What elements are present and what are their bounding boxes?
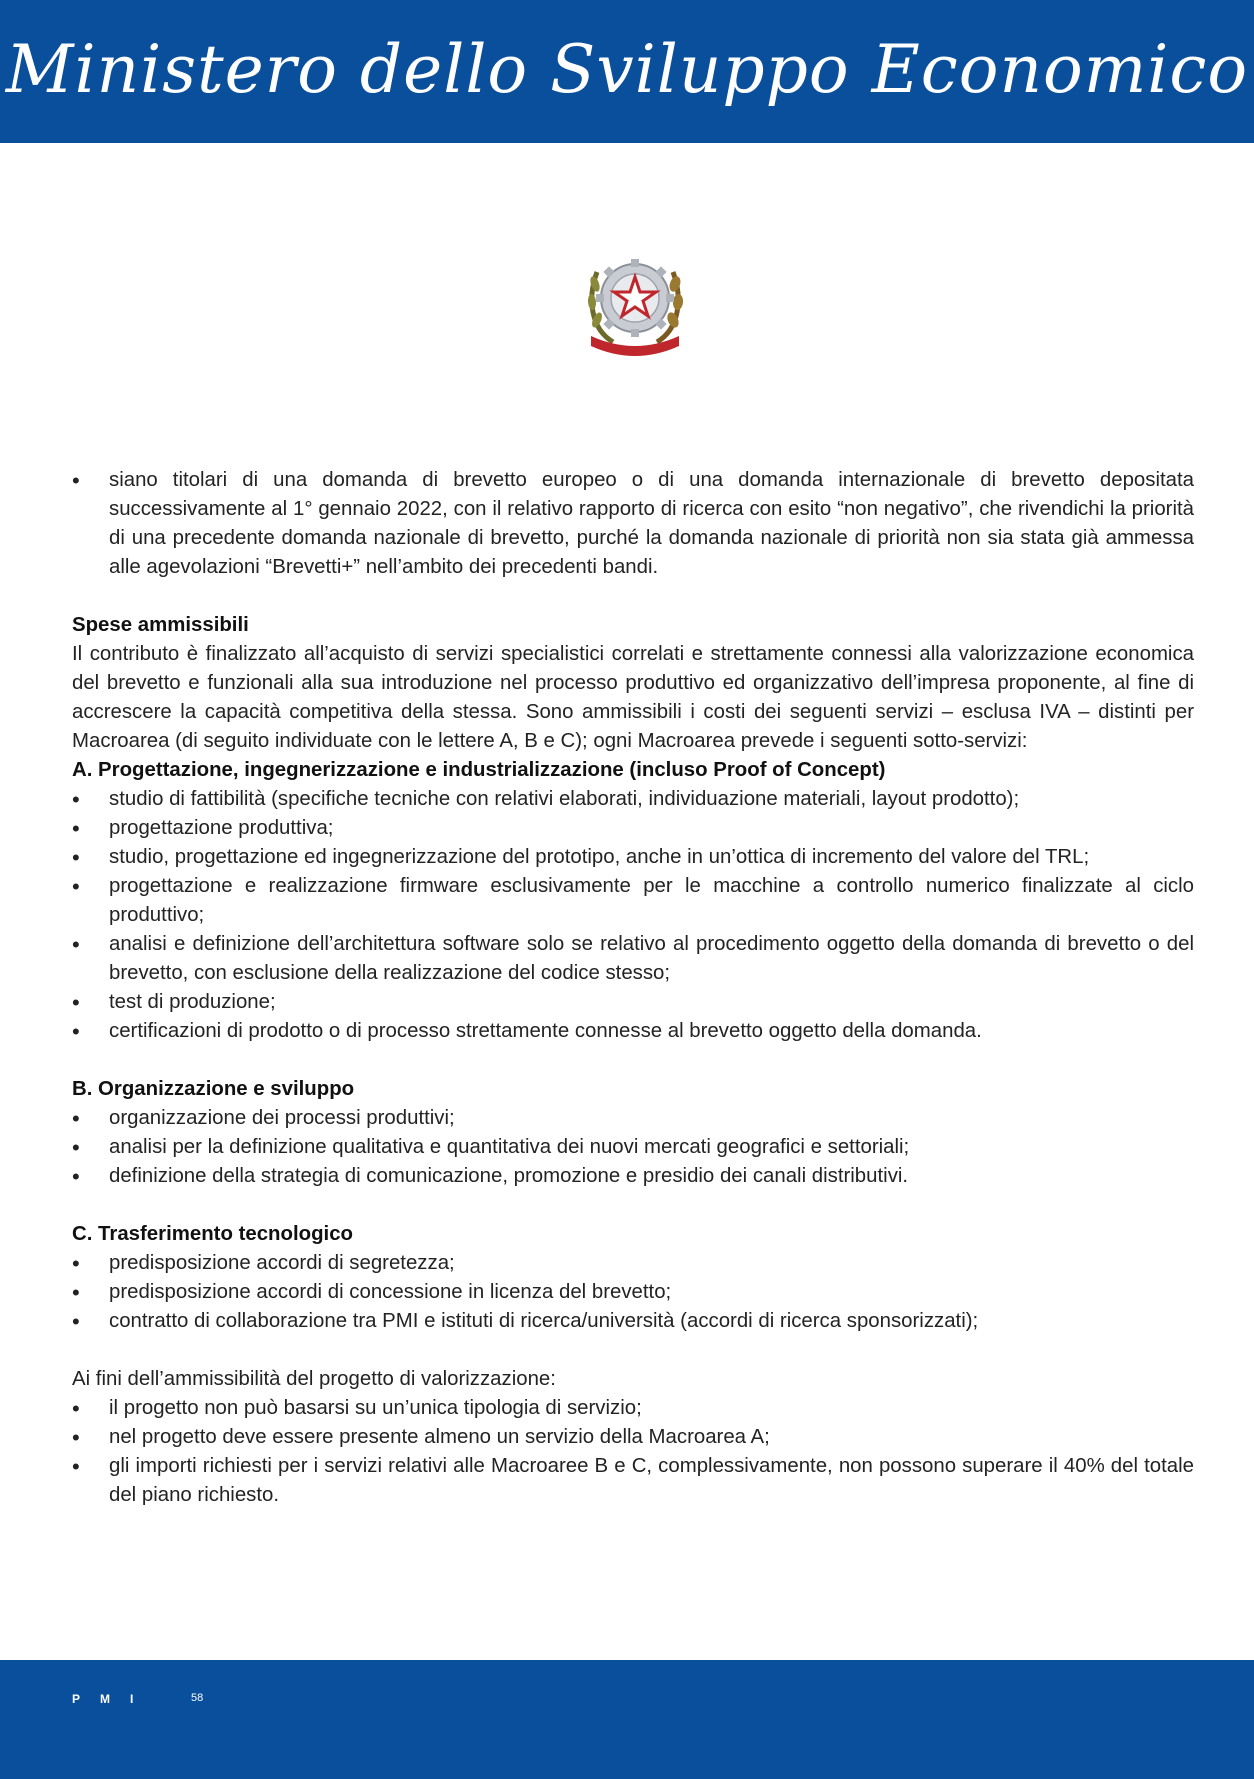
document-body bbox=[72, 466, 1194, 1510]
spese-paragraph: Il contributo è finalizzato all’acquisto di servizi specialistici correlati e strettamente connessi alla valorizzazione economica del brevetto e funzionali alla sua introduzione nel processo produttivo ed organizzativo dell’impresa proponente, al fine di accrescere la capacità competitiva della stessa. Sono ammissibili i costi dei seguenti servizi – esclusa IVA – distinti per Macroarea (di seguito individuate con le lettere A, B e C); ogni Macroarea prevede i seguenti sotto-servizi: bbox=[72, 643, 1194, 752]
list-item: • progettazione produttiva; bbox=[72, 814, 1194, 843]
list-item: • contratto di collaborazione tra PMI e istituti di ricerca/università (accordi di ricerca sponsorizzati); bbox=[72, 1307, 1194, 1336]
list-item: • predisposizione accordi di concessione in licenza del brevetto; bbox=[72, 1278, 1194, 1307]
ammissibilita-list bbox=[72, 1394, 1194, 1510]
list-item: • siano titolari di una domanda di brevetto europeo o di una domanda internazionale di brevetto depositata successivamente al 1° gennaio 2022, con il relativo rapporto di ricerca con esito “non negativo”, che rivendichi la priorità di una precedente domanda nazionale di brevetto, purché la domanda nazionale di priorità non sia stata già ammessa alle agevolazioni “Brevetti+” nell’ambito dei precedenti bandi. bbox=[72, 466, 1194, 582]
list-item: • il progetto non può basarsi su un’unica tipologia di servizio; bbox=[72, 1394, 1194, 1423]
page-header bbox=[0, 0, 1254, 143]
list-item: • definizione della strategia di comunicazione, promozione e presidio dei canali distributivi. bbox=[72, 1162, 1194, 1191]
list-item: • analisi e definizione dell’architettura software solo se relativo al procedimento oggetto della domanda di brevetto o del brevetto, con esclusione della realizzazione del codice stesso; bbox=[72, 930, 1194, 988]
page-number: 58 bbox=[191, 1692, 204, 1704]
list-item: • organizzazione dei processi produttivi; bbox=[72, 1104, 1194, 1133]
section-b-heading: B. Organizzazione e sviluppo bbox=[72, 1078, 355, 1100]
list-item: • certificazioni di prodotto o di processo strettamente connesse al brevetto oggetto della domanda. bbox=[72, 1017, 1194, 1046]
intro-bullet-list bbox=[72, 466, 1194, 582]
list-item: • nel progetto deve essere presente almeno un servizio della Macroarea A; bbox=[72, 1423, 1194, 1452]
list-item: • progettazione e realizzazione firmware esclusivamente per le macchine a controllo numerico finalizzate al ciclo produttivo; bbox=[72, 872, 1194, 930]
list-item: • test di produzione; bbox=[72, 988, 1194, 1017]
list-item: • studio di fattibilità (specifiche tecniche con relativi elaborati, individuazione materiali, layout prodotto); bbox=[72, 785, 1194, 814]
spese-heading: Spese ammissibili bbox=[72, 614, 249, 636]
page-footer bbox=[0, 1660, 1254, 1779]
list-item: • studio, progettazione ed ingegnerizzazione del prototipo, anche in un’ottica di incremento del valore del TRL; bbox=[72, 843, 1194, 872]
section-c-heading: C. Trasferimento tecnologico bbox=[72, 1223, 353, 1245]
header-title: Ministero dello Sviluppo Economico bbox=[5, 31, 1249, 108]
list-item: • analisi per la definizione qualitativa e quantitativa dei nuovi mercati geografici e settoriali; bbox=[72, 1133, 1194, 1162]
ammissibilita-intro: Ai fini dell’ammissibilità del progetto di valorizzazione: bbox=[72, 1368, 556, 1390]
footer-label: PMI bbox=[72, 1692, 154, 1706]
section-a-list bbox=[72, 785, 1194, 1046]
list-item: • predisposizione accordi di segretezza; bbox=[72, 1249, 1194, 1278]
section-a-heading: A. Progettazione, ingegnerizzazione e industrializzazione (incluso Proof of Concept) bbox=[72, 759, 886, 781]
section-c-list bbox=[72, 1249, 1194, 1336]
list-item: • gli importi richiesti per i servizi relativi alle Macroaree B e C, complessivamente, non possono superare il 40% del totale del piano richiesto. bbox=[72, 1452, 1194, 1510]
republic-emblem-icon bbox=[583, 244, 687, 362]
section-b-list bbox=[72, 1104, 1194, 1191]
